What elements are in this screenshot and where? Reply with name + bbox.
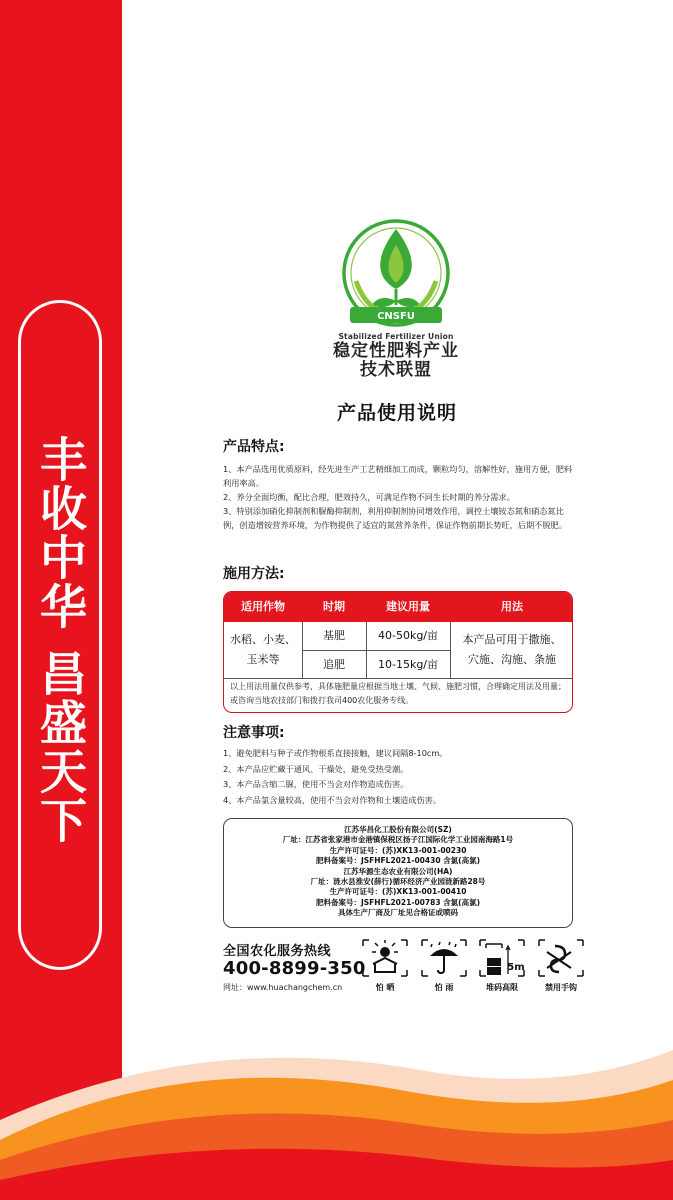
company-line: 厂址：江苏省张家港市金港镇保税区扬子江国际化学工业园南海路1号 (282, 835, 514, 845)
company-line: 生产许可证号：(苏)XK13-001-00230 (329, 845, 467, 855)
header-period: 时期 (323, 600, 345, 613)
page-title: 产品使用说明 (336, 402, 457, 424)
logo-english-name: Stabilized Fertilizer Union (338, 332, 454, 341)
crop-line: 玉米等 (246, 653, 280, 666)
precautions-list (223, 746, 573, 808)
features-list (223, 462, 573, 532)
features-heading: 产品特点: (223, 439, 285, 455)
keep-dry-icon (420, 938, 468, 978)
feature-item: 3、特别添加硝化抑制剂和脲酶抑制剂，利用抑制剂协同增效作用，调控土壤铵态氮和硝态氮比例，创造增铵营养环境，为作物提供了适宜的氮营养条件，保证作物前期长势旺，后期不脱肥。 (223, 506, 567, 530)
crop-line: 水稻、小麦、 (230, 633, 296, 646)
crop-cell (224, 630, 302, 670)
period-cell: 追肥 (323, 658, 345, 671)
dosage-cell: 40-50kg/亩 (377, 629, 439, 642)
logo-chinese-line1: 稳定性肥料产业 (333, 341, 459, 361)
logo-chinese-name (322, 342, 470, 380)
method-line: 穴施、沟施、条施 (468, 653, 556, 666)
pictogram-label: 怕 晒 (375, 983, 395, 992)
company-line: 江苏华源生态农业有限公司(HA) (343, 866, 453, 876)
cnsfu-logo-icon (336, 215, 456, 335)
no-hooks-icon (537, 938, 585, 978)
company-line: 肥料备案号：JSFHFL2021-00783 含氯(高氯) (315, 897, 481, 907)
pictogram-label: 怕 雨 (434, 983, 454, 992)
decorative-waves (0, 1010, 673, 1200)
pictogram-label: 堆码高限 (486, 983, 518, 992)
dosage-cell: 10-15kg/亩 (377, 658, 439, 671)
header-dosage: 建议用量 (386, 600, 430, 613)
header-crop: 适用作物 (241, 600, 285, 613)
company-line: 生产许可证号：(苏)XK13-001-00410 (329, 887, 467, 897)
usage-heading: 施用方法: (223, 566, 285, 582)
keep-from-sun-icon (361, 938, 409, 978)
method-cell (450, 630, 573, 670)
company-line: 肥料备案号：JSFHFL2021-00430 含氯(高氯) (315, 856, 481, 866)
precautions-heading: 注意事项: (223, 725, 285, 741)
feature-item: 2、养分全面均衡，配比合理，肥效持久，可满足作物不同生长时期的养分需求。 (223, 492, 515, 502)
usage-table (223, 591, 573, 713)
website-link: 网址：www.huachangchem.cn (223, 983, 343, 992)
slogan-text: 丰收中华 昌盛天下 (32, 434, 87, 846)
stacking-limit-icon (478, 938, 526, 978)
pictogram-label: 禁用手钩 (545, 983, 577, 992)
precaution-item: 3、本产品含缩二脲，使用不当会对作物造成伤害。 (223, 779, 409, 789)
header-method: 用法 (501, 600, 523, 613)
usage-note: 以上用法用量仅供参考，具体施肥量应根据当地土壤、气候、施肥习惯，合理确定用法及用量；或咨询当地农技部门和拨打我司400农化服务专线。 (230, 682, 566, 705)
hotline-number: 400-8899-350 (223, 958, 366, 979)
table-divider (224, 678, 573, 679)
logo-chinese-line2: 技术联盟 (360, 360, 432, 380)
company-line: 厂址：涟水县淮安(薛行)循环经济产业园涟新路28号 (310, 877, 486, 887)
company-line: 具体生产厂商及厂址见合格证或喷码 (338, 908, 458, 918)
company-line: 江苏华昌化工股份有限公司(SZ) (344, 825, 452, 834)
method-line: 本产品可用于撒施、 (462, 633, 562, 646)
stacking-limit-value: 5m (507, 962, 525, 973)
company-info-box (223, 818, 573, 928)
hotline-label: 全国农化服务热线 (223, 944, 332, 959)
feature-item: 1、本产品选用优质原料，经先进生产工艺精细加工而成，颗粒均匀，溶解性好，施用方便，肥料利用率高。 (223, 464, 573, 488)
precaution-item: 4、本产品氯含量较高，使用不当会对作物和土壤造成伤害。 (223, 794, 442, 805)
period-cell: 基肥 (323, 629, 345, 642)
precaution-item: 2、本产品应贮藏于通风、干燥处，避免受热受潮。 (223, 763, 409, 774)
logo-emblem-text: CNSFU (377, 311, 415, 322)
precaution-item: 1、避免肥料与种子或作物根系直接接触，建议间隔8-10cm。 (223, 748, 448, 758)
